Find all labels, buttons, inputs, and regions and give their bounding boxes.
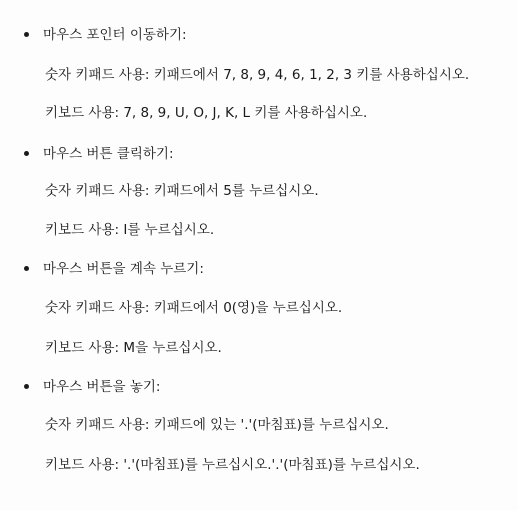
section-heading: 마우스 버튼 클릭하기: [43, 146, 174, 162]
numpad-instruction: 숫자 키패드 사용: 키패드에서 5를 누르십시오. [45, 183, 319, 199]
bullet-icon [24, 384, 29, 389]
keyboard-instruction: 키보드 사용: I를 누르십시오. [45, 222, 215, 238]
keyboard-instruction: 키보드 사용: '.'(마침표)를 누르십시오.'.'(마침표)를 누르십시오. [45, 457, 420, 473]
bullet-icon [24, 266, 29, 271]
section-heading: 마우스 버튼을 계속 누르기: [43, 261, 204, 277]
numpad-instruction: 숫자 키패드 사용: 키패드에서 7, 8, 9, 4, 6, 1, 2, 3 키를 사용하십시오. [45, 67, 470, 83]
keyboard-instruction: 키보드 사용: M을 누르십시오. [45, 340, 222, 356]
keyboard-instruction: 키보드 사용: 7, 8, 9, U, O, J, K, L 키를 사용하십시오. [45, 105, 368, 121]
section-heading: 마우스 포인터 이동하기: [43, 27, 187, 43]
section-heading: 마우스 버튼을 놓기: [43, 379, 161, 395]
numpad-instruction: 숫자 키패드 사용: 키패드에서 0(영)을 누르십시오. [45, 300, 343, 316]
bullet-icon [24, 32, 29, 37]
numpad-instruction: 숫자 키패드 사용: 키패드에 있는 '.'(마침표)를 누르십시오. [45, 417, 389, 433]
bullet-icon [24, 151, 29, 156]
